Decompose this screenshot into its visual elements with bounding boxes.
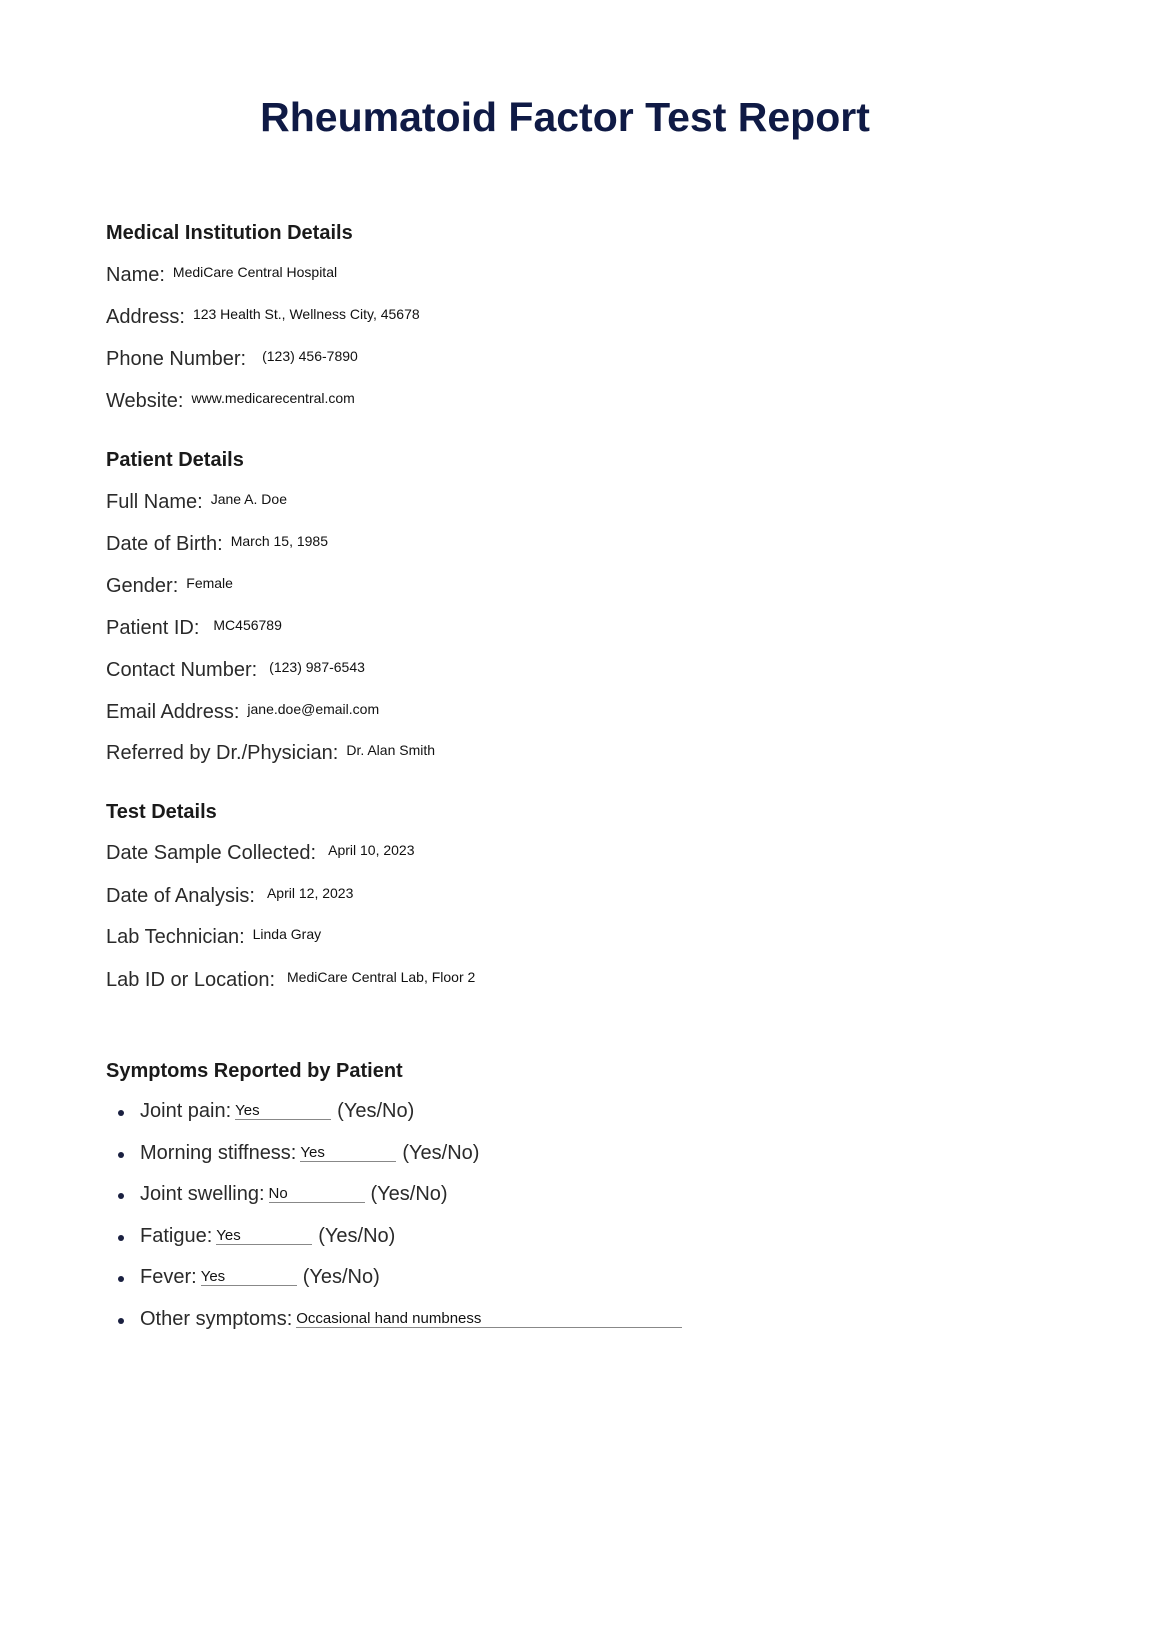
symptom-label: Fever: [140, 1266, 197, 1288]
field-label: Lab Technician: [106, 926, 245, 948]
section-heading-symptoms: Symptoms Reported by Patient [106, 1060, 403, 1082]
field-lab-technician [106, 926, 321, 949]
symptom-hint: (Yes/No) [302, 1266, 380, 1288]
field-label: Date Sample Collected: [106, 842, 317, 864]
field-patient-referrer [106, 742, 435, 765]
section-heading-patient: Patient Details [106, 449, 244, 471]
section-heading-institution: Medical Institution Details [106, 222, 353, 244]
field-label: Address: [106, 306, 185, 328]
field-value: (123) 456-7890 [262, 348, 358, 364]
field-institution-phone [106, 348, 358, 371]
field-value: 123 Health St., Wellness City, 45678 [192, 306, 420, 322]
symptom-label: Other symptoms: [140, 1307, 293, 1330]
field-value: MC456789 [213, 617, 282, 633]
symptom-answer-field[interactable]: Yes [235, 1103, 331, 1120]
field-lab-location [106, 969, 475, 992]
field-value: MediCare Central Hospital [172, 264, 338, 280]
symptom-answer-field[interactable]: Yes [300, 1145, 396, 1162]
field-institution-website [106, 390, 355, 413]
field-label: Name: [106, 264, 165, 286]
field-value: www.medicarecentral.com [191, 390, 355, 406]
symptom-hint: (Yes/No) [318, 1224, 396, 1247]
field-institution-name [106, 264, 337, 287]
field-value: Dr. Alan Smith [346, 742, 436, 758]
field-label: Referred by Dr./Physician: [106, 742, 339, 764]
field-patient-contact [106, 659, 365, 682]
field-analysis-date [106, 885, 353, 908]
symptoms-list [106, 1100, 688, 1349]
field-institution-address [106, 306, 420, 329]
symptom-hint: (Yes/No) [337, 1100, 415, 1122]
field-label: Full Name: [106, 491, 203, 513]
field-patient-dob [106, 533, 328, 556]
field-label: Gender: [106, 575, 179, 597]
symptom-other [106, 1308, 688, 1350]
symptom-label: Fatigue: [140, 1224, 213, 1247]
page-title: Rheumatoid Factor Test Report [260, 94, 870, 140]
section-heading-test: Test Details [106, 801, 217, 823]
symptom-fever [106, 1266, 688, 1308]
field-value: Jane A. Doe [210, 491, 287, 507]
field-patient-email [106, 701, 379, 724]
field-label: Phone Number: [106, 348, 247, 370]
field-label: Email Address: [106, 701, 240, 723]
field-value: April 10, 2023 [328, 842, 415, 858]
field-value: MediCare Central Lab, Floor 2 [287, 969, 476, 985]
field-value: April 12, 2023 [266, 885, 354, 901]
symptom-fatigue [106, 1225, 688, 1267]
symptom-label: Joint swelling: [140, 1183, 265, 1205]
field-label: Contact Number: [106, 659, 258, 681]
symptom-joint-pain [106, 1100, 688, 1142]
field-label: Date of Birth: [106, 533, 223, 555]
field-patient-gender [106, 575, 233, 598]
field-label: Lab ID or Location: [106, 969, 275, 991]
field-patient-name [106, 491, 287, 514]
symptom-morning-stiffness [106, 1142, 688, 1184]
field-value: March 15, 1985 [230, 533, 329, 549]
symptom-answer-field[interactable]: No [269, 1186, 365, 1203]
field-sample-date [106, 842, 415, 865]
field-value: (123) 987-6543 [269, 659, 365, 675]
field-label: Patient ID: [106, 617, 200, 639]
symptom-answer-field[interactable]: Yes [201, 1269, 297, 1286]
field-label: Date of Analysis: [106, 885, 255, 907]
symptom-answer-field[interactable]: Yes [216, 1228, 312, 1245]
symptom-other-field[interactable]: Occasional hand numbness [296, 1311, 682, 1328]
symptom-hint: (Yes/No) [402, 1141, 480, 1164]
field-value: jane.doe@email.com [247, 701, 380, 717]
symptom-label: Joint pain: [140, 1100, 232, 1122]
field-label: Website: [106, 390, 184, 412]
symptom-label: Morning stiffness: [140, 1141, 297, 1164]
field-patient-id [106, 617, 282, 640]
symptom-joint-swelling [106, 1183, 688, 1225]
field-value: Female [186, 575, 233, 591]
field-value: Linda Gray [252, 926, 322, 942]
symptom-hint: (Yes/No) [370, 1183, 448, 1205]
